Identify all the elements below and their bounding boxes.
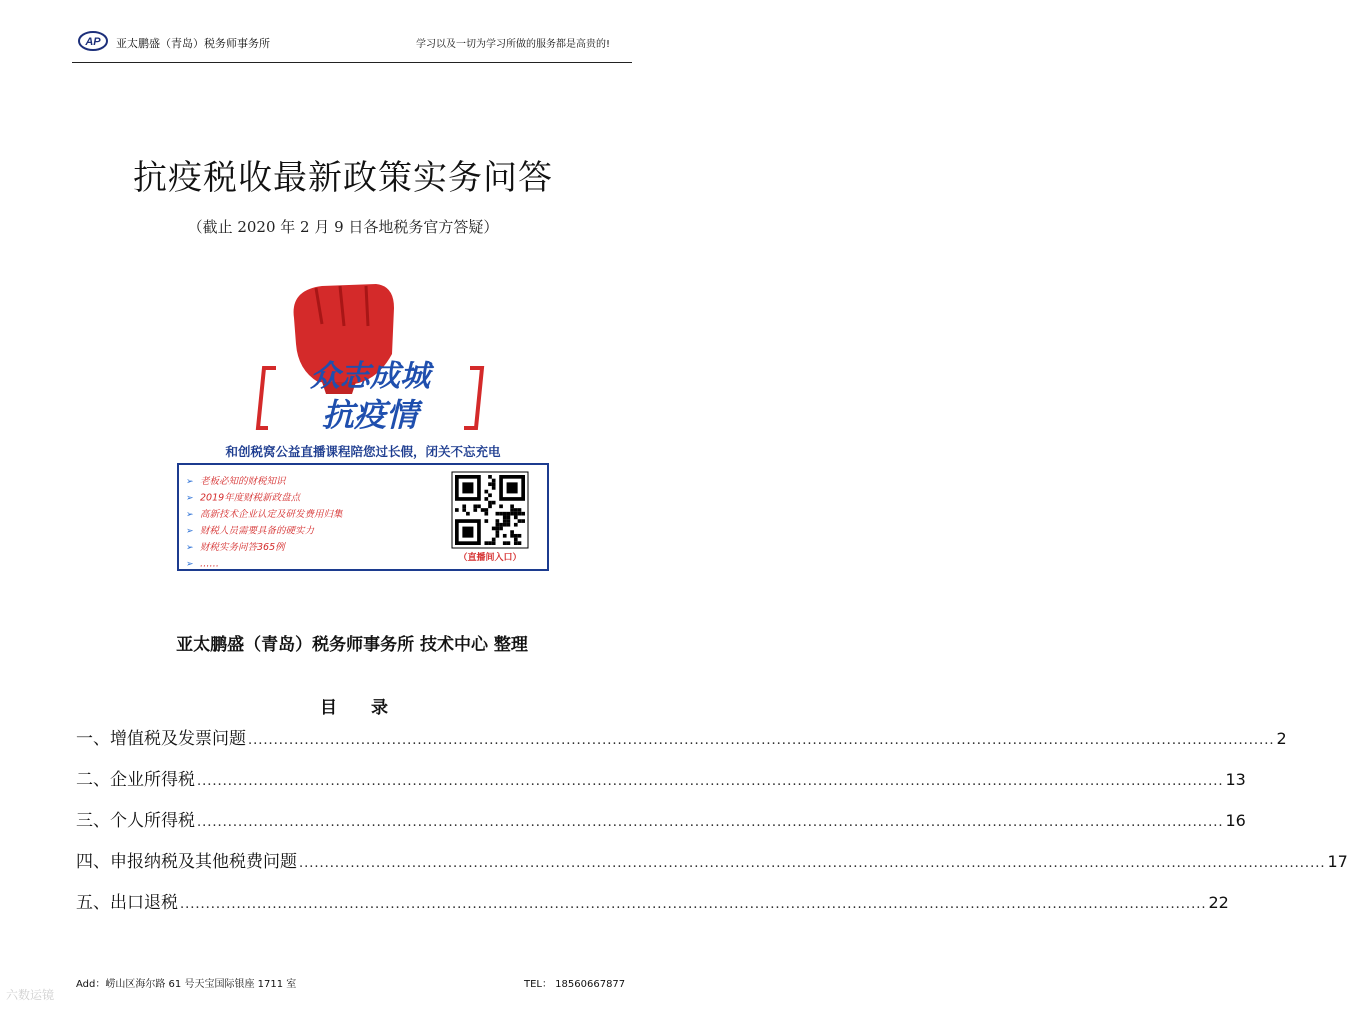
qr-cell [507,541,511,545]
qr-cell [462,504,466,508]
qr-cell [488,501,492,505]
qr-cell [503,519,507,523]
qr-cell [455,508,459,512]
qr-cell [518,512,522,516]
qr-cell [496,512,500,516]
qr-cell [518,508,522,512]
toc-entry[interactable] [76,889,1229,930]
qr-cell [496,530,500,534]
qr-cell [496,519,500,523]
toc-entry[interactable] [76,766,1246,807]
qr-cell [503,512,507,516]
toc-entry-page: 17 [1327,852,1348,871]
qr-cell [496,534,500,538]
qr-cell [484,541,488,545]
toc-entry-label: 一、增值税及发票问题 [76,729,246,749]
qr-cell [507,512,511,516]
qr-cell [518,541,522,545]
qr-cell [514,541,518,545]
toc-entry-label: 五、出口退税 [76,893,178,913]
qr-cell [514,538,518,542]
qr-cell [492,541,496,545]
toc-leader: ........................................................................................................................................................................................................ [197,774,1224,789]
toc-title: 目 录 [320,698,402,718]
qr-cell [521,519,525,523]
document-title: 抗疫税收最新政策实务问答 [133,158,553,198]
qr-cell [514,516,518,520]
qr-cell [488,493,492,497]
qr-cell [514,523,518,527]
qr-cell [510,530,514,534]
toc-leader: ........................................................................................................................................................................................................ [248,733,1275,748]
qr-cell [499,512,503,516]
banner-item: 财税人员需要具备的硬实力 [200,525,315,537]
toc-entry-label: 三、个人所得税 [76,811,195,831]
promo-banner [172,284,554,574]
toc-leader: ........................................................................................................................................................................................................ [180,897,1207,912]
qr-cell [496,527,500,531]
qr-cell [510,508,514,512]
watermark: 六数运镜 [6,988,55,1002]
qr-cell [518,534,522,538]
banner-tagline: 和创税窝公益直播课程陪您过长假，闭关不忘充电 [225,444,501,459]
qr-cell [503,516,507,520]
list-arrow-icon: ➢ [186,526,194,537]
qr-cell [492,486,496,490]
qr-finder [462,527,473,538]
motto: 学习以及一切为学习所做的服务都是高贵的! [415,39,610,50]
qr-cell [503,523,507,527]
qr-cell [499,504,503,508]
qr-cell [499,527,503,531]
qr-cell [492,527,496,531]
banner-item: …… [200,558,219,570]
list-arrow-icon: ➢ [186,493,194,504]
qr-cell [492,479,496,483]
qr-cell [484,512,488,516]
qr-cell [514,508,518,512]
toc-entry[interactable] [76,725,1287,766]
toc-entry[interactable] [76,848,1348,889]
qr-finder [507,482,518,493]
qr-cell [488,504,492,508]
qr-cell [481,508,485,512]
qr-cell [507,519,511,523]
qr-cell [503,541,507,545]
qr-cell [503,534,507,538]
qr-finder [462,482,473,493]
qr-cell [514,512,518,516]
qr-caption: （直播间入口） [458,553,522,563]
qr-cell [488,541,492,545]
toc-entry-label: 二、企业所得税 [76,770,195,790]
qr-cell [484,490,488,494]
slogan-line-1: 众志成城 [310,359,430,394]
toc-entry-page: 13 [1225,770,1246,789]
qr-cell [492,538,496,542]
qr-cell [466,512,470,516]
qr-cell [496,523,500,527]
qr-cell [488,475,492,479]
list-arrow-icon: ➢ [186,543,194,553]
qr-cell [492,501,496,505]
footer-tel: TEL： 18560667877 [524,979,626,990]
footer-address: Add：崂山区海尔路 61 号天宝国际银座 1711 室 [76,979,297,990]
qr-cell [507,516,511,520]
firm-name: 亚太鹏盛（青岛）税务师事务所 [116,37,270,50]
qr-cell [484,519,488,523]
banner-item: 老板必知的财税知识 [200,476,286,487]
toc-entry-page: 2 [1276,729,1287,748]
slogan-line-2: 抗疫情 [321,396,419,434]
toc-entry[interactable] [76,807,1246,848]
qr-cell [473,504,477,508]
qr-cell [514,534,518,538]
toc-entry-page: 16 [1225,811,1246,830]
qr-cell [492,482,496,486]
qr-cell [484,497,488,501]
qr-cell [473,508,477,512]
banner-item: 2019年度财税新政盘点 [200,492,301,504]
list-arrow-icon: ➢ [186,559,194,570]
document-subtitle: （截止 2020 年 2 月 9 日各地税务官方答疑） [187,218,499,236]
qr-cell [462,508,466,512]
qr-cell [510,512,514,516]
toc-entry-label: 四、申报纳税及其他税费问题 [76,852,297,872]
banner-item: 财税实务问答365例 [200,542,285,553]
organizer-line: 亚太鹏盛（青岛）税务师事务所 技术中心 整理 [176,635,528,655]
qr-cell [518,519,522,523]
list-arrow-icon: ➢ [186,510,194,520]
qr-cell [499,523,503,527]
qr-cell [488,482,492,486]
qr-cell [477,504,481,508]
firm-logo [78,30,108,52]
toc-entry-page: 22 [1208,893,1229,912]
qr-cell [521,512,525,516]
list-arrow-icon: ➢ [186,477,194,487]
qr-cell [484,508,488,512]
toc-leader: ........................................................................................................................................................................................................ [299,856,1326,871]
qr-cell [507,523,511,527]
page-header [72,28,632,63]
logo-text: AP [85,36,101,48]
qr-cell [510,504,514,508]
table-of-contents [76,725,1348,930]
qr-cell [510,534,514,538]
banner-item: 高新技术企业认定及研发费用归集 [200,509,343,520]
toc-leader: ........................................................................................................................................................................................................ [197,815,1224,830]
